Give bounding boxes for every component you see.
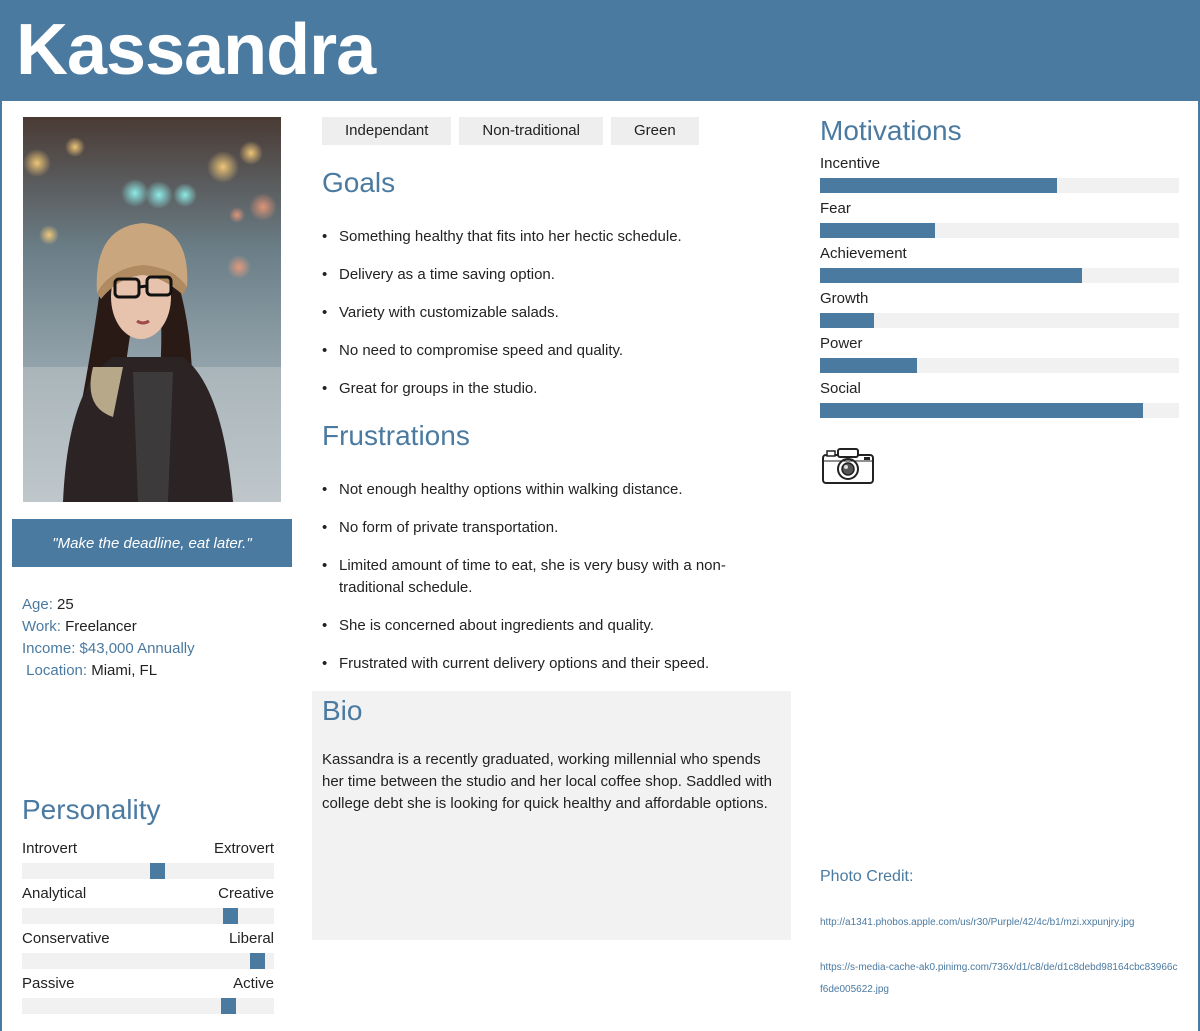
photo-credit-link[interactable]: https://s-media-cache-ak0.pinimg.com/736x/d1/c8/de/d1c8debd98164cbc83966cf6de005622.jpg: [820, 962, 1178, 995]
list-item: • Not enough healthy options within walking distance.: [322, 479, 752, 501]
fact-label: Income: $43,000 Annually: [22, 640, 195, 657]
goals-list: [322, 226, 772, 416]
trait-left-label: Conservative: [22, 930, 110, 947]
motivation-label: Growth: [820, 290, 869, 307]
motivation-fill: [820, 223, 935, 238]
personality-slider: [22, 975, 274, 1014]
motivation-fill: [820, 403, 1143, 418]
persona-tags: [322, 117, 699, 145]
camera-icon: [820, 445, 876, 487]
motivation-track: [820, 268, 1179, 283]
motivation-bar: [820, 380, 1179, 418]
motivation-label: Power: [820, 335, 863, 352]
list-item: • Variety with customizable salads.: [322, 302, 772, 324]
fact-work: [22, 616, 195, 638]
motivation-bar: [820, 200, 1179, 238]
list-item: • Frustrated with current delivery options and their speed.: [322, 653, 752, 675]
motivation-bar: [820, 290, 1179, 328]
list-item: • No form of private transportation.: [322, 517, 752, 539]
motivation-label: Fear: [820, 200, 851, 217]
motivation-track: [820, 403, 1179, 418]
list-item: • Limited amount of time to eat, she is very busy with a non-traditional schedule.: [322, 555, 752, 599]
personality-slider: [22, 930, 274, 969]
frustrations-list: [322, 479, 752, 691]
list-item: • Delivery as a time saving option.: [322, 264, 772, 286]
photo-credit-link[interactable]: http://a1341.phobos.apple.com/us/r30/Purple/42/4c/b1/mzi.xxpunjry.jpg: [820, 917, 1135, 928]
fact-value: Miami, FL: [87, 662, 158, 679]
tag-independant: Independant: [322, 117, 451, 145]
motivation-bar: [820, 155, 1179, 193]
trait-knob: [223, 908, 238, 924]
list-item: • She is concerned about ingredients and quality.: [322, 615, 752, 637]
trait-right-label: Creative: [218, 885, 274, 902]
motivation-bar: [820, 245, 1179, 283]
motivation-track: [820, 178, 1179, 193]
fact-income: [22, 638, 195, 660]
fact-label: Age:: [22, 596, 53, 613]
trait-left-label: Passive: [22, 975, 75, 992]
trait-knob: [221, 998, 236, 1014]
trait-left-label: Introvert: [22, 840, 78, 857]
fact-location: [22, 660, 195, 682]
trait-right-label: Active: [233, 975, 274, 992]
motivation-label: Incentive: [820, 155, 881, 172]
bio-text: Kassandra is a recently graduated, working millennial who spends her time between the studio and her local coffee shop. Saddled with college debt she is looking for quick healthy and affordable options.: [322, 751, 773, 812]
motivation-fill: [820, 178, 1057, 193]
fact-age: [22, 594, 195, 616]
frustrations-title: Frustrations: [322, 420, 470, 451]
persona-name: Kassandra: [16, 10, 376, 90]
tag-green: Green: [611, 117, 699, 145]
motivation-fill: [820, 313, 874, 328]
motivation-label: Social: [820, 380, 861, 397]
trait-track: [22, 863, 274, 879]
fact-label: Location:: [22, 662, 88, 679]
motivation-label: Achievement: [820, 245, 907, 262]
motivation-fill: [820, 268, 1082, 283]
persona-photo-illustration: [23, 117, 281, 502]
trait-track: [22, 908, 274, 924]
photo-credit-title: Photo Credit:: [820, 868, 914, 885]
motivation-track: [820, 358, 1179, 373]
trait-right-label: Extrovert: [213, 840, 274, 857]
trait-knob: [250, 953, 265, 969]
persona-photo: [23, 117, 281, 502]
persona-facts: [22, 594, 195, 682]
motivation-fill: [820, 358, 917, 373]
personality-slider: [22, 840, 274, 879]
motivation-track: [820, 313, 1179, 328]
header: [0, 0, 1200, 101]
motivations-title: Motivations: [820, 115, 962, 146]
tag-non-traditional: Non-traditional: [459, 117, 603, 145]
trait-track: [22, 953, 274, 969]
fact-label: Work:: [22, 618, 61, 635]
personality-title: Personality: [22, 794, 161, 825]
fact-value: Freelancer: [60, 618, 137, 635]
list-item: • No need to compromise speed and quality.: [322, 340, 772, 362]
motivation-track: [820, 223, 1179, 238]
persona-quote: "Make the deadline, eat later.": [12, 519, 292, 567]
motivation-bar: [820, 335, 1179, 373]
personality-slider: [22, 885, 274, 924]
goals-title: Goals: [322, 167, 396, 198]
trait-right-label: Liberal: [228, 930, 274, 947]
trait-track: [22, 998, 274, 1014]
bio-title: Bio: [322, 695, 363, 726]
trait-knob: [150, 863, 165, 879]
list-item: • Something healthy that fits into her hectic schedule.: [322, 226, 772, 248]
trait-left-label: Analytical: [22, 885, 87, 902]
bio-panel: [312, 691, 791, 940]
list-item: • Great for groups in the studio.: [322, 378, 772, 400]
fact-value: 25: [52, 596, 74, 613]
